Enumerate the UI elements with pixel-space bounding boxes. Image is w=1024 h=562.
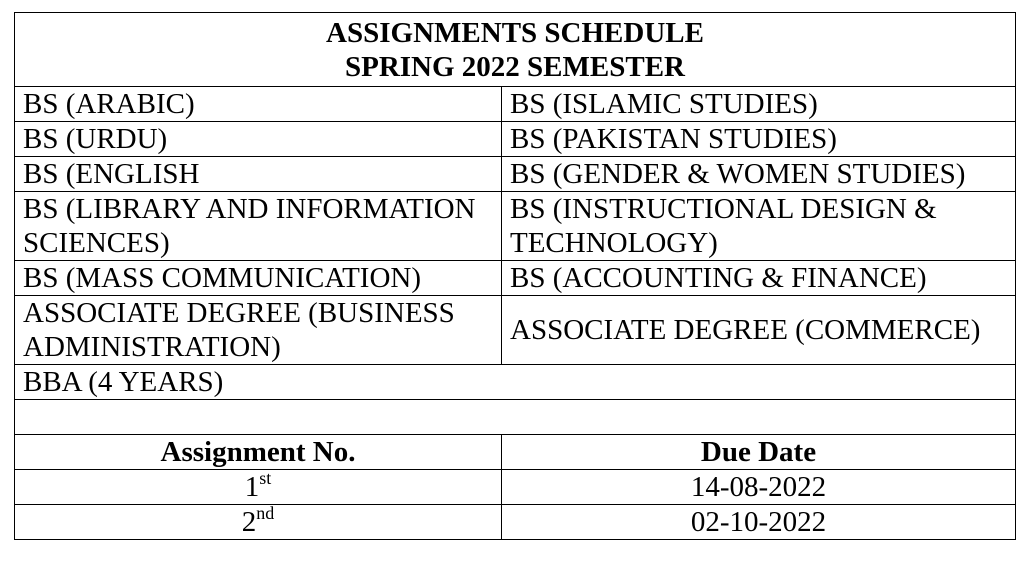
program-row (15, 365, 1016, 400)
schedule-header-row (15, 435, 1016, 470)
assignment-number: 1 (244, 471, 260, 503)
program-cell: BS (ISLAMIC STUDIES) (502, 87, 1016, 122)
empty-cell (15, 400, 1016, 435)
program-cell: BS (ENGLISH (15, 157, 502, 192)
ordinal-suffix: nd (256, 503, 275, 523)
program-cell: BS (URDU) (15, 122, 502, 157)
ordinal-suffix: st (259, 468, 272, 488)
assignment-number-header: Assignment No. (15, 435, 502, 470)
program-row (15, 192, 1016, 261)
program-cell: BS (MASS COMMUNICATION) (15, 261, 502, 296)
program-row (15, 122, 1016, 157)
schedule-table (14, 12, 1016, 540)
program-cell: ASSOCIATE DEGREE (BUSINESS ADMINISTRATION) (15, 296, 502, 365)
program-cell: BS (PAKISTAN STUDIES) (502, 122, 1016, 157)
table-row (15, 470, 1016, 505)
program-cell: BBA (4 YEARS) (15, 365, 1016, 400)
program-cell: ASSOCIATE DEGREE (COMMERCE) (502, 296, 1016, 365)
due-date-cell: 02-10-2022 (502, 505, 1016, 540)
assignment-number: 2 (241, 506, 257, 538)
table-row (15, 505, 1016, 540)
program-cell: BS (INSTRUCTIONAL DESIGN & TECHNOLOGY) (502, 192, 1016, 261)
empty-row (15, 400, 1016, 435)
program-cell: BS (LIBRARY AND INFORMATION SCIENCES) (15, 192, 502, 261)
due-date-cell: 14-08-2022 (502, 470, 1016, 505)
assignment-number-cell (15, 470, 502, 505)
program-row (15, 87, 1016, 122)
program-row (15, 157, 1016, 192)
program-row (15, 261, 1016, 296)
assignment-schedule-document (14, 12, 1015, 540)
program-row (15, 296, 1016, 365)
semester-title: SPRING 2022 SEMESTER (344, 51, 685, 83)
program-cell: BS (ARABIC) (15, 87, 502, 122)
title-row (15, 13, 1016, 87)
program-cell: BS (GENDER & WOMEN STUDIES) (502, 157, 1016, 192)
title-cell (15, 13, 1016, 87)
program-cell: BS (ACCOUNTING & FINANCE) (502, 261, 1016, 296)
page-title: ASSIGNMENTS SCHEDULE (326, 17, 704, 49)
assignment-number-cell (15, 505, 502, 540)
due-date-header: Due Date (502, 435, 1016, 470)
